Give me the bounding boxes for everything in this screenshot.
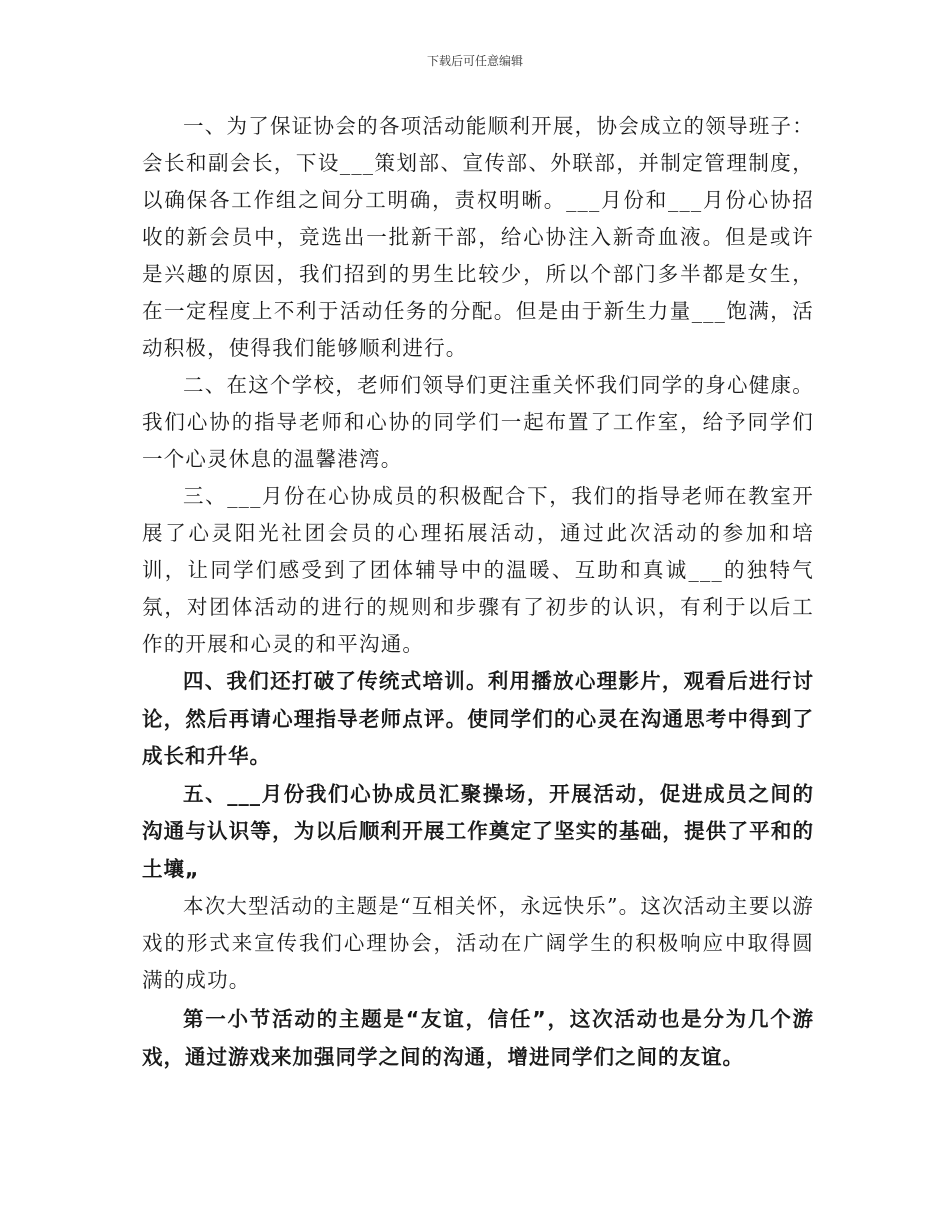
paragraph-4: 四、我们还打破了传统式培训。利用播放心理影片，观看后进行讨论，然后再请心理指导老师点评。使同学们的心灵在沟通思考中得到了成长和升华。: [142, 669, 814, 768]
paragraph-6: 本次大型活动的主题是“互相关怀，永远快乐”。这次活动主要以游戏的形式来宣传我们心理协会，活动在广阔学生的积极响应中取得圆满的成功。: [142, 894, 814, 992]
paragraph-7: 第一小节活动的主题是“友谊，信任”，这次活动也是分为几个游戏，通过游戏来加强同学之间的沟通，增进同学们之间的友谊。: [142, 1007, 814, 1069]
paragraph-3: 三、___月份在心协成员的积极配合下，我们的指导老师在教室开展了心灵阳光社团会员的心理拓展活动，通过此次活动的参加和培训，让同学们感受到了团体辅导中的温暖、互助和真诚___的独特气氛，对团体活动的进行的规则和步骤有了初步的认识，有利于以后工作的开展和心灵的和平沟通。: [142, 484, 814, 656]
document-body: [142, 108, 814, 1076]
paragraph-5: 五、___月份我们心协成员汇聚操场，开展活动，促进成员之间的沟通与认识等，为以后顺利开展工作奠定了坚实的基础，提供了平和的土壤„: [142, 781, 814, 881]
paragraph-2: 二、在这个学校，老师们领导们更注重关怀我们同学的身心健康。我们心协的指导老师和心协的同学们一起布置了工作室，给予同学们一个心灵休息的温馨港湾。: [142, 373, 814, 471]
paragraph-1: 一、为了保证协会的各项活动能顺利开展，协会成立的领导班子：会长和副会长，下设___策划部、宣传部、外联部，并制定管理制度，以确保各工作组之间分工明确，责权明晰。___月份和___月份心协招收的新会员中，竞选出一批新干部，给心协注入新奇血液。但是或许是兴趣的原因，我们招到的男生比较少，所以个部门多半都是女生，在一定程度上不利于活动任务的分配。但是由于新生力量___饱满，活动积极，使得我们能够顺利进行。: [142, 114, 814, 360]
page-header: 下载后可任意编辑: [426, 54, 523, 68]
